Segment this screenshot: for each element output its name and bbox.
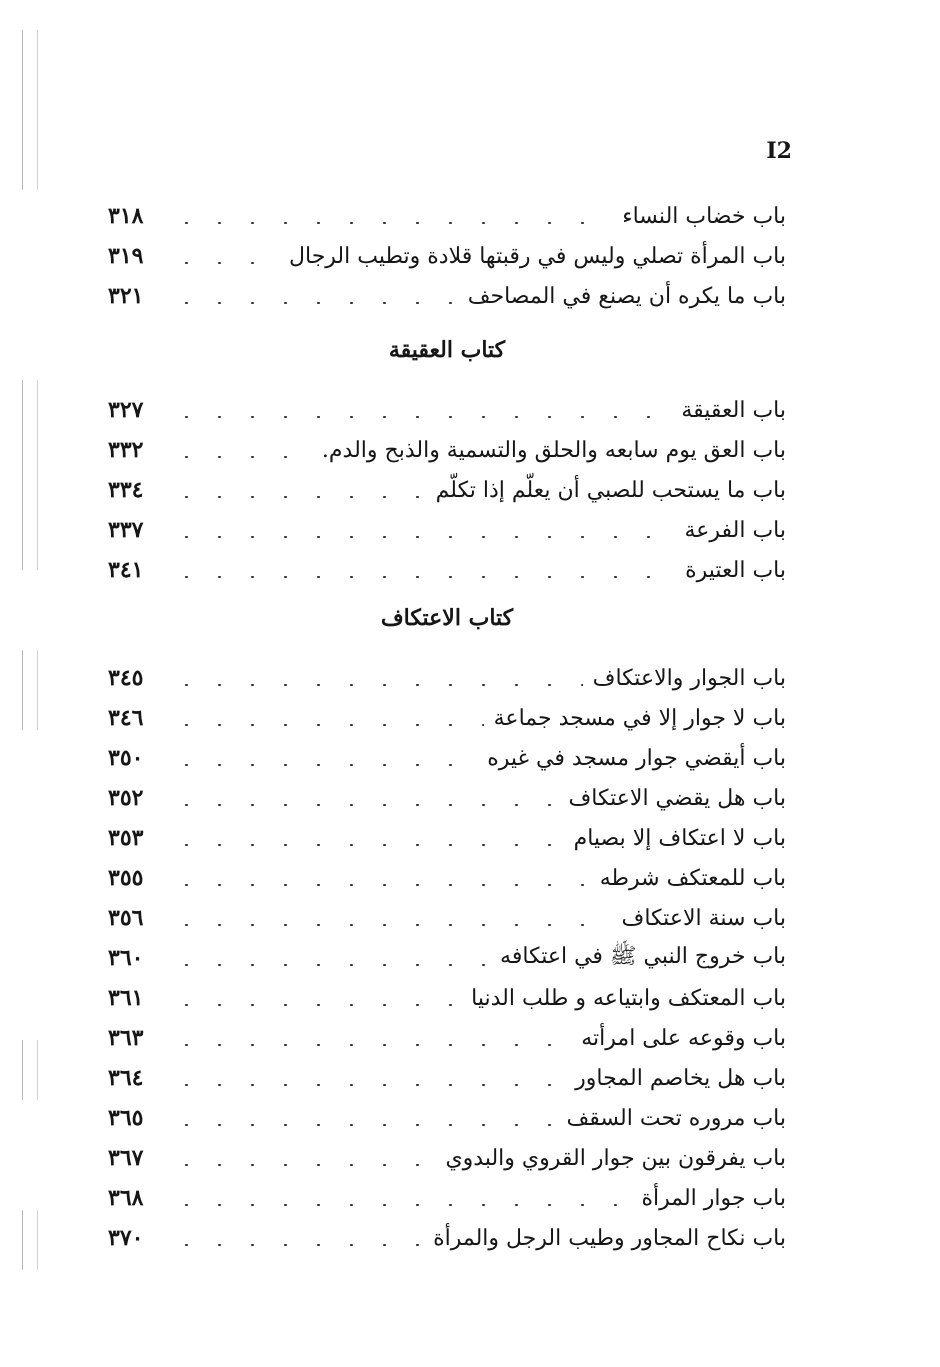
entry-page: ٣٦٠ (108, 945, 144, 971)
entry-page: ٣٤٥ (108, 665, 144, 691)
dot-leader (170, 1204, 631, 1206)
section-heading: كتاب العقيقة (388, 337, 506, 363)
toc-entry (108, 550, 786, 590)
entry-title: باب وقوعه على امرأته (581, 1025, 786, 1051)
dot-leader (170, 964, 490, 966)
dot-leader (170, 496, 426, 498)
entry-title: باب خضاب النساء (622, 203, 786, 229)
dot-leader (170, 1084, 565, 1086)
dot-leader (170, 1124, 557, 1126)
entry-page: ٣٢١ (108, 283, 144, 309)
entry-title: باب العتيرة (685, 557, 786, 583)
entry-page: ٣٢٧ (108, 397, 144, 423)
dot-leader (170, 222, 612, 224)
entry-title: باب سنة الاعتكاف (621, 905, 786, 931)
toc-entry (108, 1018, 786, 1058)
entry-page: ٣٦٤ (108, 1065, 144, 1091)
toc-entry (108, 276, 786, 316)
toc-entry (108, 470, 786, 510)
dot-leader (170, 1244, 423, 1246)
toc-entry (108, 1178, 786, 1218)
entry-page: ٣٥٠ (108, 745, 144, 771)
page-number: I2 (766, 138, 792, 164)
entry-title: باب هل يقضي الاعتكاف (568, 785, 786, 811)
entry-title: باب أيقضي جوار مسجد في غيره (487, 745, 786, 771)
entry-title: باب هل يخاصم المجاور (575, 1065, 786, 1091)
dot-leader (170, 262, 279, 264)
entry-title: باب لا جوار إلا في مسجد جماعة (493, 705, 786, 731)
entry-page: ٣٤١ (108, 557, 144, 583)
toc-entry (108, 1098, 786, 1138)
scan-edge-mark (22, 650, 38, 730)
entry-page: ٣١٩ (108, 243, 144, 269)
entry-page: ٣٣٢ (108, 437, 144, 463)
entry-title: باب العق يوم سابعه والحلق والتسمية والذبح والدم. (321, 437, 786, 463)
dot-leader (170, 416, 671, 418)
toc-entry (108, 818, 786, 858)
dot-leader (170, 924, 612, 926)
toc-entry (108, 778, 786, 818)
toc-entry (108, 236, 786, 276)
toc-entry (108, 898, 786, 938)
dot-leader (170, 302, 458, 304)
entry-title: باب لا اعتكاف إلا بصيام (573, 825, 786, 851)
dot-leader (170, 724, 484, 726)
entry-page: ٣١٨ (108, 203, 144, 229)
entry-title: باب خروج النبي ﷺ في اعتكافه (500, 944, 786, 969)
toc-section-aqiqah (108, 328, 786, 590)
entry-title: باب الفرعة (684, 517, 786, 543)
toc-entry (108, 858, 786, 898)
toc-entry (108, 738, 786, 778)
dot-leader (170, 764, 477, 766)
scan-edge-mark (22, 380, 38, 570)
toc-section-itikaf (108, 596, 786, 1258)
entry-page: ٣٥٣ (108, 825, 144, 851)
scan-edge-mark (22, 30, 38, 190)
entry-page: ٣٥٦ (108, 905, 144, 931)
toc-entry (108, 196, 786, 236)
entry-page: ٣٦١ (108, 985, 144, 1011)
dot-leader (170, 804, 558, 806)
dot-leader (170, 1004, 461, 1006)
entry-title: باب للمعتكف شرطه (599, 865, 786, 891)
entry-title: باب جوار المرأة (641, 1185, 786, 1211)
entry-page: ٣٣٤ (108, 477, 144, 503)
dot-leader (170, 456, 312, 458)
entry-title: باب المرأة تصلي وليس في رقبتها قلادة وتطيب الرجال (289, 243, 786, 269)
toc-entry (108, 430, 786, 470)
entry-page: ٣٥٢ (108, 785, 144, 811)
scan-edge-mark (22, 1040, 38, 1100)
toc-entry (108, 1058, 786, 1098)
entry-title: باب الجوار والاعتكاف (592, 665, 786, 691)
entry-page: ٣٦٥ (108, 1105, 144, 1131)
toc-entry (108, 658, 786, 698)
entry-page: ٣٧٠ (108, 1225, 144, 1251)
dot-leader (170, 684, 583, 686)
entry-title: باب ما يستحب للصبي أن يعلّم إذا تكلّم (435, 477, 786, 503)
dot-leader (170, 536, 674, 538)
toc-entry (108, 978, 786, 1018)
entry-title: باب نكاح المجاور وطيب الرجل والمرأة (433, 1225, 786, 1251)
entry-page: ٣٦٨ (108, 1185, 144, 1211)
scan-edge-mark (22, 1210, 38, 1270)
dot-leader (170, 576, 675, 578)
toc-entry (108, 510, 786, 550)
toc-entry (108, 1138, 786, 1178)
entry-title: باب المعتكف وابتياعه و طلب الدنيا (471, 985, 786, 1011)
entry-page: ٣٦٧ (108, 1145, 144, 1171)
entry-page: ٣٦٣ (108, 1025, 144, 1051)
toc-entry (108, 390, 786, 430)
dot-leader (170, 1044, 571, 1046)
toc-entry (108, 1218, 786, 1258)
dot-leader (170, 884, 590, 886)
entry-title: باب يفرقون بين جوار القروي والبدوي (445, 1145, 786, 1171)
toc-entry (108, 938, 786, 978)
dot-leader (170, 844, 564, 846)
section-heading: كتاب الاعتكاف (380, 605, 514, 631)
entry-title: باب ما يكره أن يصنع في المصاحف (467, 283, 786, 309)
entry-page: ٣٤٦ (108, 705, 144, 731)
toc-section-continuation (108, 196, 786, 316)
toc-entry (108, 698, 786, 738)
entry-page: ٣٣٧ (108, 517, 144, 543)
entry-page: ٣٥٥ (108, 865, 144, 891)
entry-title: باب العقيقة (681, 397, 786, 423)
entry-title: باب مروره تحت السقف (566, 1105, 786, 1131)
dot-leader (170, 1164, 435, 1166)
